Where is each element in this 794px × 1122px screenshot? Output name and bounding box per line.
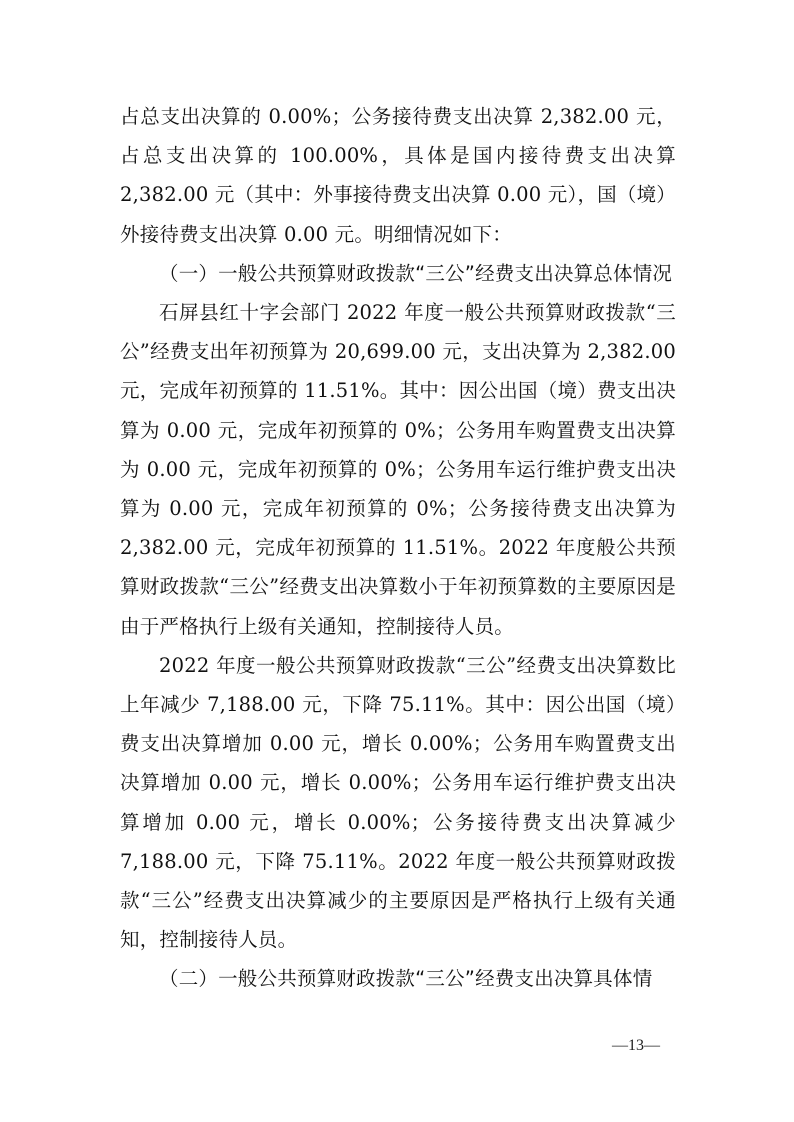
section-heading-overall: （一）一般公共预算财政拨款“三公”经费支出决算总体情况 [159, 261, 673, 285]
paragraph-yearly-comparison: 2022 年度一般公共预算财政拨款“三公”经费支出决算数比上年减少 7,188.00 元，下降 75.11%。其中：因公出国（境）费支出决算增加 0.00 元，增长 0.00%；公务用车购置费支出决算增加 0.00 元，增长 0.00%；公务用车运行维护费支出决算增加 0.00 元，增长 0.00%；公务接待费支出决算减少 7,188.00 元，下降 75.11%。2022 年度一般公共预算财政拨款“三公”经费支出决算减少的主要原因是严格执行上级有关通知，控制接待人员。 [120, 653, 676, 952]
document-page [120, 97, 676, 999]
section-heading-detail: （二）一般公共预算财政拨款“三公”经费支出决算具体情 [159, 967, 653, 991]
paragraph-continuation: 占总支出决算的 0.00%；公务接待费支出决算 2,382.00 元，占总支出决算的 100.00%，具体是国内接待费支出决算 2,382.00 元（其中：外事接待费支出决算 0.00 元），国（境）外接待费支出决算 0.00 元。明细情况如下： [120, 105, 676, 246]
paragraph-budget-summary: 石屏县红十字会部门 2022 年度一般公共预算财政拨款“三公”经费支出年初预算为 20,699.00 元，支出决算为 2,382.00 元，完成年初预算的 11.51%。其中：因公出国（境）费支出决算为 0.00 元，完成年初预算的 0%；公务用车购置费支出决算为 0.00 元，完成年初预算的 0%；公务用车运行维护费支出决算为 0.00 元，完成年初预算的 0%；公务接待费支出决算为 2,382.00 元，完成年初预算的 11.51%。2022 年度般公共预算财政拨款“三公”经费支出决算数小于年初预算数的主要原因是由于严格执行上级有关通知，控制接待人员。 [120, 301, 676, 638]
page-number: —13— [612, 1037, 660, 1054]
